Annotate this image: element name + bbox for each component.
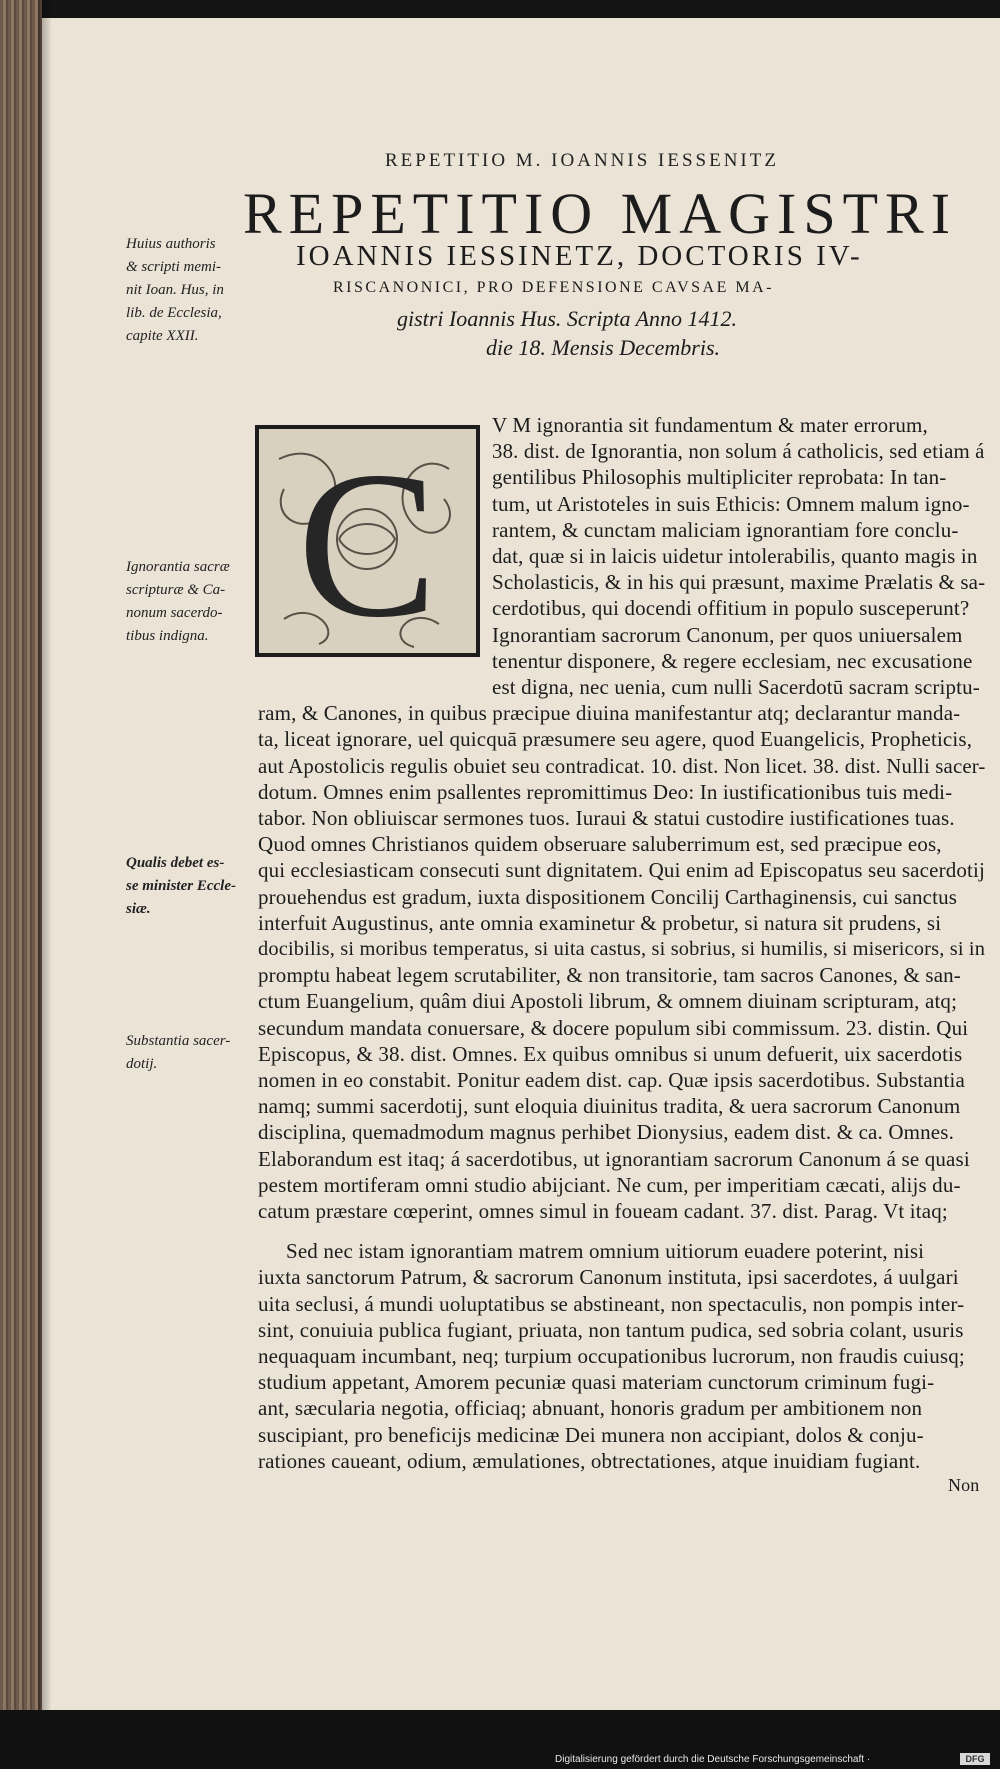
body-line: Elaborandum est itaq; á sacerdotibus, ut ignorantiam sacrorum Canonum á se quasi xyxy=(258,1146,970,1171)
gloss-line: Qualis debet es- xyxy=(126,855,225,871)
title-line-4: gistri Ioannis Hus. Scripta Anno 1412. xyxy=(397,306,738,331)
gloss-line: Ignorantia sacræ xyxy=(126,559,230,575)
body-line: Episcopus, & 38. dist. Omnes. Ex quibus omnibus si unum defuerit, uix sacerdotis xyxy=(258,1041,963,1066)
gloss-line: nit Ioan. Hus, in xyxy=(126,282,224,298)
body-line: Ignorantiam sacrorum Canonum, per quos uniuersalem xyxy=(492,622,963,647)
title-line-2: IOANNIS IESSINETZ, DOCTORIS IV- xyxy=(296,240,863,272)
body-line: cerdotibus, qui docendi offitium in populo susceperunt? xyxy=(492,596,970,621)
body-line: catum præstare cœperint, omnes simul in foueam cadant. 37. dist. Parag. Vt itaq; xyxy=(258,1199,948,1223)
dfg-logo-text: DFG xyxy=(965,1754,985,1764)
gloss-line: se minister Eccle- xyxy=(126,878,236,894)
body-line: aut Apostolicis regulis obuiet seu contradicat. 10. dist. Non licet. 38. dist. Nulli sacer- xyxy=(258,753,986,778)
body-line: rationes caueant, odium, æmulationes, obtrectationes, atque inuidiam fugiant. xyxy=(258,1448,921,1473)
decorated-initial-c-icon xyxy=(255,425,480,661)
body-line: promptu habeat legem scrutabiliter, & non transitorie, tam sacros Canones, & san- xyxy=(258,963,961,988)
body-line: Sed nec istam ignorantiam matrem omnium uitiorum euadere poterint, nisi xyxy=(286,1239,925,1264)
body-line: dat, quæ si in laicis uidetur intolerabilis, quanto magis in xyxy=(492,544,978,568)
gloss-line: & scripti memi- xyxy=(126,259,221,275)
body-line: gentilibus Philosophis multipliciter reprobata: In tan- xyxy=(492,465,947,490)
spine-shadow xyxy=(38,0,52,1720)
body-line: Non xyxy=(948,1475,980,1495)
title-line-5: die 18. Mensis Decembris. xyxy=(486,335,721,360)
body-line: docibilis, si moribus temperatus, si uita castus, si sobrius, si humilis, si misericors, si in xyxy=(258,938,986,960)
margin-gloss-3 xyxy=(126,852,248,921)
digitization-credit: Digitalisierung gefördert durch die Deutsche Forschungsgemeinschaft · xyxy=(555,1754,871,1765)
body-line: secundum mandata conuersare, & docere populum sibi commissum. 23. distin. Qui xyxy=(258,1015,969,1040)
initial-letter: C xyxy=(297,429,438,661)
body-line: iuxta sanctorum Patrum, & sacrorum Canonum instituta, ipsi sacerdotes, á uulgari xyxy=(258,1265,959,1290)
gloss-line: siæ. xyxy=(126,901,151,917)
gloss-line: capite XXII. xyxy=(126,328,199,344)
gloss-line: nonum sacerdo- xyxy=(126,605,223,621)
body-line: qui ecclesiasticam consecuti sunt dignitatem. Qui enim ad Episcopatus seu sacerdotij xyxy=(258,858,985,883)
body-line: nomen in eo constabit. Ponitur eadem dist. cap. Quæ ipsis sacerdotibus. Substantia xyxy=(258,1068,965,1092)
body-line: V M ignorantia sit fundamentum & mater errorum, xyxy=(492,413,928,437)
body-line: pestem mortiferam omni studio abijciant. Ne cum, per imperitiam cæcati, alijs du- xyxy=(258,1172,961,1197)
body-line: sint, conuiuia publica fugiant, priuata, non tantum pudica, sed sobria colant, usuris xyxy=(258,1317,964,1342)
running-head: REPETITIO M. IOANNIS IESSENITZ xyxy=(385,150,779,171)
body-line: ram, & Canones, in quibus præcipue diuina manifestantur atq; declarantur manda- xyxy=(258,701,961,726)
body-line: rantem, & cunctam maliciam ignorantiam fore conclu- xyxy=(492,517,959,542)
body-line: Quod omnes Christianos quidem obseruare saluberrimum est, sed præcipue eos, xyxy=(258,832,942,857)
body-line: ctum Euangelium, quâm diui Apostoli librum, & omnem diuinam scripturam, atq; xyxy=(258,989,958,1014)
body-line: Scholasticis, & in his qui præsunt, maxime Prælatis & sa- xyxy=(492,570,986,595)
margin-gloss-4 xyxy=(126,1030,248,1076)
body-line: est digna, nec uenia, cum nulli Sacerdotū sacram scriptu- xyxy=(492,675,980,699)
body-line: tenentur disponere, & regere ecclesiam, nec excusatione xyxy=(492,648,973,673)
gloss-line: Substantia sacer- xyxy=(126,1033,231,1049)
body-line: 38. dist. de Ignorantia, non solum á catholicis, sed etiam á xyxy=(492,439,985,464)
margin-gloss-2 xyxy=(126,556,248,648)
gloss-line: dotij. xyxy=(126,1056,158,1072)
margin-gloss-1 xyxy=(126,233,248,348)
body-line: ta, liceat ignorare, uel quicquā præsumere seu agere, quod Euangelicis, Propheticis, xyxy=(258,727,973,752)
body-line: dotum. Omnes enim psallentes repromittimus Deo: In iustificationibus tuis medi- xyxy=(258,779,953,804)
title-main: REPETITIO MAGISTRI xyxy=(243,181,958,246)
body-line: nequaquam incumbant, neq; turpium occupationibus lucrorum, non fraudis cuiusq; xyxy=(258,1344,965,1368)
dfg-logo-icon xyxy=(960,1753,990,1765)
body-line: disciplina, quemadmodum magnus perhibet Dionysius, eadem dist. & ca. Omnes. xyxy=(258,1120,954,1145)
body-line: tabor. Non obliuiscar sermones tuos. Iuraui & statui custodire iustificationes tuas. xyxy=(258,806,955,830)
body-line: uita seclusi, á mundi uoluptatibus se abstineant, non spectaculis, non pompis inter- xyxy=(258,1291,965,1316)
body-line: namq; summi sacerdotij, sunt eloquia diuinitus tradita, & uera sacrorum Canonum xyxy=(258,1094,961,1119)
gloss-line: scripturæ & Ca- xyxy=(126,582,226,598)
book-page-edges xyxy=(0,0,42,1720)
body-line: tum, ut Aristoteles in suis Ethicis: Omnem malum igno- xyxy=(492,491,970,516)
body-line: ant, sæcularia negotia, officiaq; abnuant, honoris gradum per ambitionem non xyxy=(258,1396,923,1421)
body-line: suscipiant, pro beneficijs medicinæ Dei munera non accipiant, dolos & conju- xyxy=(258,1422,924,1447)
body-line: prouehendus est gradum, iuxta dispositionem Concilij Carthaginensis, cui sanctus xyxy=(258,884,958,909)
gloss-line: lib. de Ecclesia, xyxy=(126,305,222,321)
gloss-line: tibus indigna. xyxy=(126,628,209,644)
body-line: interfuit Augustinus, ante omnia examinetur & probetur, si natura sit prudens, si xyxy=(258,910,942,935)
body-line: studium appetant, Amorem pecuniæ quasi materiam cunctorum criminum fugi- xyxy=(258,1370,935,1395)
gloss-line: Huius authoris xyxy=(126,236,216,252)
title-line-3: RISCANONICI, PRO DEFENSIONE CAVSAE MA- xyxy=(333,279,774,296)
